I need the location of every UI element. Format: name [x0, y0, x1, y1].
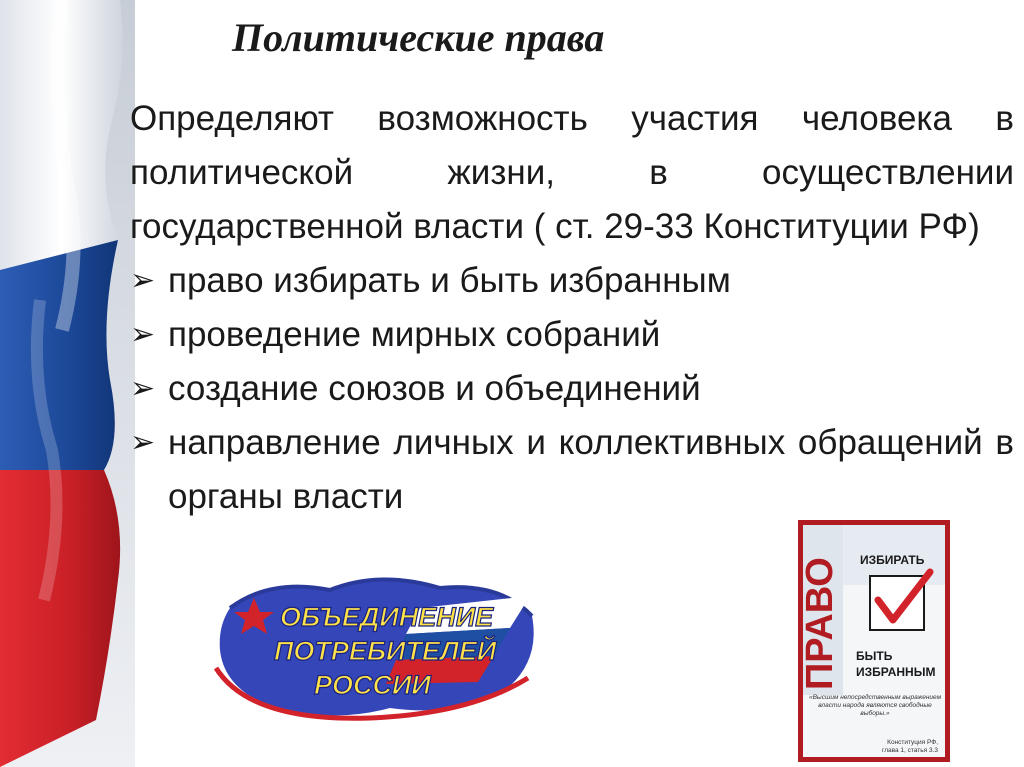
list-item-text: право избирать и быть избранным: [168, 261, 731, 300]
logo-text-line3: РОССИИ: [314, 670, 431, 700]
list-item: [130, 254, 1014, 308]
list-item-text: направление личных и коллективных обращений в органы власти: [168, 423, 1014, 516]
booklet-bottom-label-1: БЫТЬ: [856, 649, 893, 663]
intro-paragraph: Определяют возможность участия человека в политической жизни, в осуществлении государственной власти ( ст. 29-33 Конституции РФ): [130, 99, 1014, 246]
logo-text-line1: ОБЪЕДИНЕНИЕ: [280, 602, 494, 632]
rights-list: [130, 254, 1014, 524]
list-item-text: проведение мирных собраний: [168, 315, 661, 354]
list-item-text: создание союзов и объединений: [168, 369, 701, 408]
slide-content: [130, 92, 1014, 524]
list-item: [130, 362, 1014, 416]
booklet-quote: «Высшим непосредственным выражением власти народа являются свободные выборы.»: [808, 694, 942, 717]
russian-flag-image: [0, 0, 135, 767]
logo-text-line2: ПОТРЕБИТЕЛЕЙ: [274, 636, 497, 666]
arrow-bullet-icon: ➢: [130, 318, 156, 351]
arrow-bullet-icon: ➢: [130, 426, 156, 459]
ballot-booklet-image: [798, 520, 950, 762]
list-item: [130, 308, 1014, 362]
booklet-citation-2: глава 1, статья 3.3: [881, 747, 938, 754]
consumer-union-logo: [210, 568, 545, 728]
list-item: [130, 416, 1014, 524]
booklet-citation-1: Конституция РФ,: [887, 739, 938, 746]
arrow-bullet-icon: ➢: [130, 372, 156, 405]
booklet-bottom-label-2: ИЗБРАННЫМ: [856, 665, 936, 679]
arrow-bullet-icon: ➢: [130, 264, 156, 297]
slide-title: Политические права: [232, 15, 605, 60]
booklet-top-label: ИЗБИРАТЬ: [860, 553, 925, 567]
booklet-big-word: ПРАВО: [799, 557, 841, 690]
